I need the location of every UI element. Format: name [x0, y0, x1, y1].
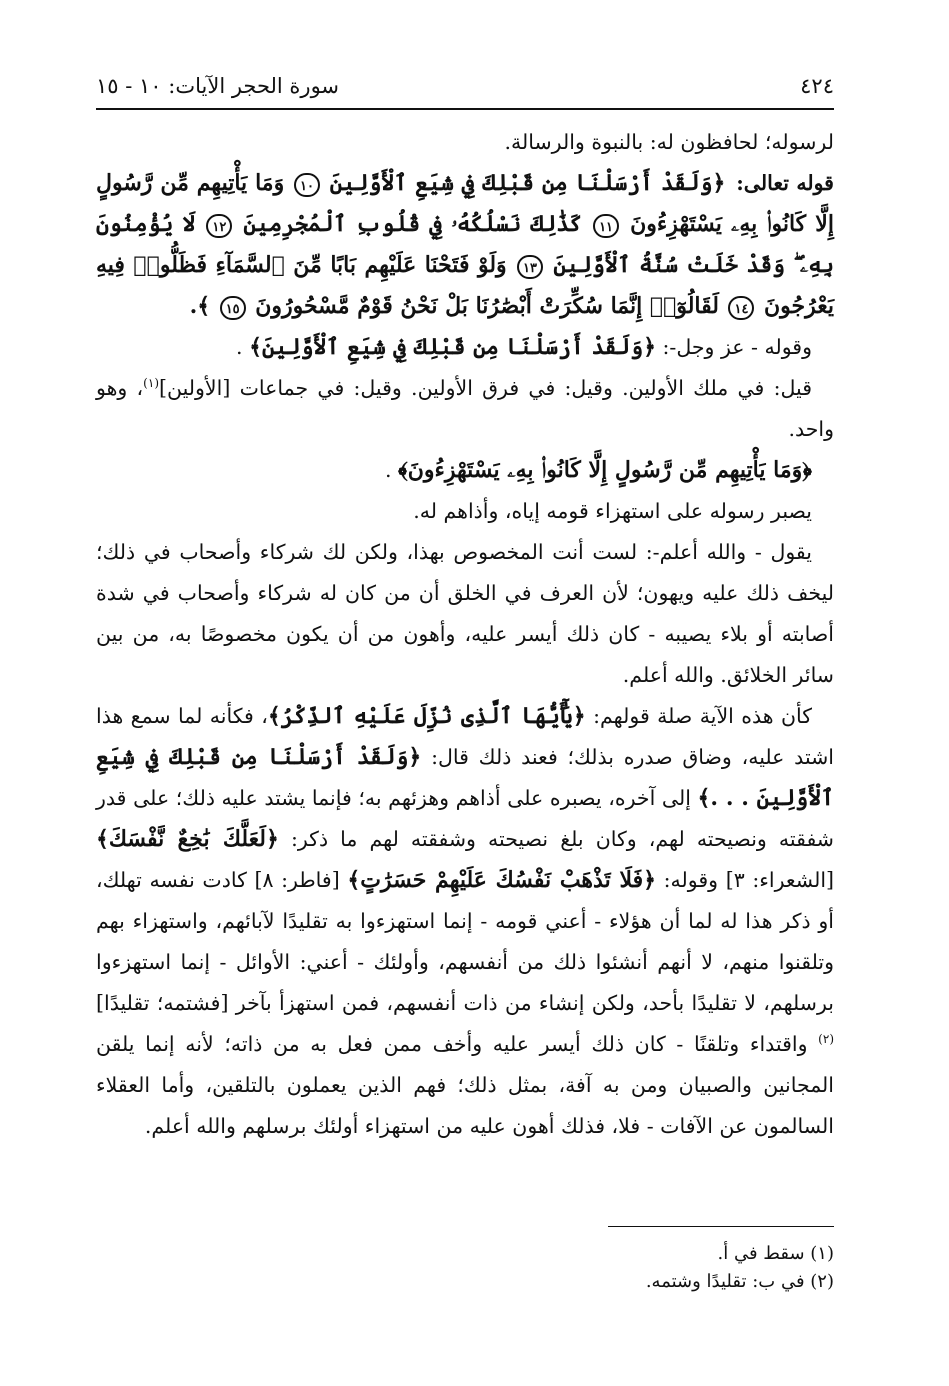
footnote-divider [608, 1226, 834, 1227]
verses-label: قوله تعالى: [736, 171, 834, 195]
ayah-12-text: كَذَٰلِكَ نَسْلُكُهُۥ فِي قُلُوبِ ٱلْمُجْرِمِينَ [243, 211, 583, 237]
paragraph-4: قيل: في ملك الأولين. وقيل: في فرق الأولين. وقيل: في جماعات [الأولين]$^{(١)}$، وهو واحد. [96, 376, 834, 441]
paragraph-7: يقول - والله أعلم-: لست أنت المخصوص بهذا، ولكن لك شركاء وأصحاب في ذلك؛ ليخف ذلك عليه ويهون؛ لأن العرف في الخلق أن من كان له شركاء وأصحاب في شدة أصابته أو بلاء يصيبه - كان ذلك أيسر عليه، وأهون من أن يكون مخصوصًا به، من بين سائر الخلائق. والله أعلم. [96, 540, 834, 687]
ayah-13-text: لَا يُؤْمِنُونَ بِهِۦ ۖ وَقَدْ خَلَتْ سُنَّةُ ٱلْأَوَّلِينَ [96, 211, 834, 278]
quran-quote: ﴿يَٰٓأَيُّهَا ٱلَّذِى نُزِّلَ عَلَيْهِ ٱلذِّكْرُ﴾ [267, 703, 586, 729]
paragraph-1: لرسوله؛ لحافظون له: بالنبوة والرسالة. [504, 130, 834, 154]
quran-quote: ﴿وَلَقَدْ أَرْسَلْنَا مِن قَبْلِكَ فِي شِيَعِ ٱلْأَوَّلِينَ﴾ [249, 334, 656, 360]
ayah-number-marker: ١٣ [517, 255, 543, 279]
ayah-number-marker: ١٢ [206, 214, 232, 238]
footnote-1: (١) سقط في أ. [717, 1243, 834, 1264]
page-header [96, 58, 834, 104]
paragraph-8: كأن هذه الآية صلة قولهم: ﴿يَٰٓأَيُّهَا ٱلَّذِى نُزِّلَ عَلَيْهِ ٱلذِّكْرُ﴾، فكأنه لما سمع هذا اشتد عليه، وضاق صدره بذلك؛ فعند ذلك قال: ﴿وَلَقَدْ أَرْسَلْنَا مِن قَبْلِكَ فِي شِيَعِ ٱلْأَوَّلِينَ . . .﴾ إلى آخره، يصبره على أذاهم وهزئهم به؛ فإنما يشتد عليه ذلك؛ على قدر شفقته ونصيحته لهم، وكان بلغ نصيحته وشفقته لهم ما ذكر: ﴿لَعَلَّكَ بَٰخِعٌ نَّفْسَكَ﴾ [الشعراء: ٣] وقوله: ﴿فَلَا تَذْهَبْ نَفْسُكَ عَلَيْهِمْ حَسَرَٰتٍ﴾ [فاطر: ٨] كادت نفسه تهلك، أو ذكر هذا له لما أن هؤلاء - أعني قومه - إنما استهزءوا به تقليدًا لآبائهم، واستهزاء بهم وتلقنوا منهم، لا أنهم أنشئوا ذلك من أنفسهم، وأولئك - أعني: الأوائل - إنما استهزءوا برسلهم، لا تقليدًا بأحد، ولكن إنشاء من ذات أنفسهم، فمن استهزأ بآخر [فشتمه؛ تقليدًا]$^{(٢)}$ واقتداء وتلقنًا - كان ذلك أيسر عليه وأخف ممن فعل به من ذاته؛ لأنه إنما يلقن المجانين والصبيان ومن به آفة، بمثل ذلك؛ فهم الذين يعملون بالتلقين، وأما العقلاء السالمون عن الآفات - فلا، فذلك أهون عليه من استهزاء أولئك برسلهم والله أعلم. [96, 703, 835, 1138]
ayah-14-text: وَلَوْ فَتَحْنَا عَلَيْهِم بَابًا مِّنَ ٱلسَّمَآءِ فَظَلُّوا۟ فِيهِ يَعْرُجُونَ [96, 252, 834, 319]
ayah-number-marker: ١١ [593, 214, 619, 238]
footnote-ref-2[interactable]: (٢) [818, 1032, 834, 1047]
footnote-ref-1[interactable]: (١) [143, 376, 159, 391]
quran-quote: ﴿وَمَا يَأْتِيهِم مِّن رَّسُولٍ إِلَّا كَانُوا۟ بِهِۦ يَسْتَهْزِءُونَ﴾ [398, 457, 812, 483]
header-divider [96, 108, 834, 110]
paragraph-6: يصبر رسوله على استهزاء قومه إياه، وأذاهم له. [413, 499, 812, 523]
quran-quote: ﴿فَلَا تَذْهَبْ نَفْسُكَ عَلَيْهِمْ حَسَرَٰتٍ﴾ [347, 867, 657, 893]
footnote-2: (٢) في ب: تقليدًا وشتمه. [645, 1271, 834, 1292]
paragraph-5: ﴿وَمَا يَأْتِيهِم مِّن رَّسُولٍ إِلَّا كَانُوا۟ بِهِۦ يَسْتَهْزِءُونَ﴾ . [384, 457, 812, 483]
running-title: سورة الحجر الآيات: ١٠ - ١٥ [96, 74, 340, 98]
page-number: ٤٢٤ [800, 74, 834, 98]
ayah-10-text: ﴿وَلَقَدْ أَرْسَلْنَا مِن قَبْلِكَ فِي شِيَعِ ٱلْأَوَّلِينَ [329, 170, 726, 196]
verses-block [96, 163, 834, 327]
ayah-close-bracket: ﴾. [189, 293, 211, 319]
ayah-11-text: وَمَا يَأْتِيهِم مِّن رَّسُولٍ إِلَّا كَانُوا۟ بِهِۦ يَسْتَهْزِءُونَ [96, 170, 834, 237]
paragraph-3: وقوله - عز وجل-: ﴿وَلَقَدْ أَرْسَلْنَا مِن قَبْلِكَ فِي شِيَعِ ٱلْأَوَّلِينَ﴾ . [236, 334, 812, 360]
main-text [96, 122, 834, 1147]
quran-quote: ﴿وَلَقَدْ أَرْسَلْنَا مِن قَبْلِكَ فِي شِيَعِ ٱلْأَوَّلِينَ . . .﴾ [96, 744, 834, 811]
footnotes [96, 1240, 834, 1296]
quran-quote: ﴿لَعَلَّكَ بَٰخِعٌ نَّفْسَكَ﴾ [96, 826, 279, 852]
ayah-number-marker: ١٠ [294, 173, 320, 197]
ayah-number-marker: ١٥ [220, 296, 246, 320]
ayah-number-marker: ١٤ [728, 296, 754, 320]
ayah-15-text: لَقَالُوٓا۟ إِنَّمَا سُكِّرَتْ أَبْصَٰرُنَا بَلْ نَحْنُ قَوْمٌ مَّسْحُورُونَ [255, 293, 719, 319]
